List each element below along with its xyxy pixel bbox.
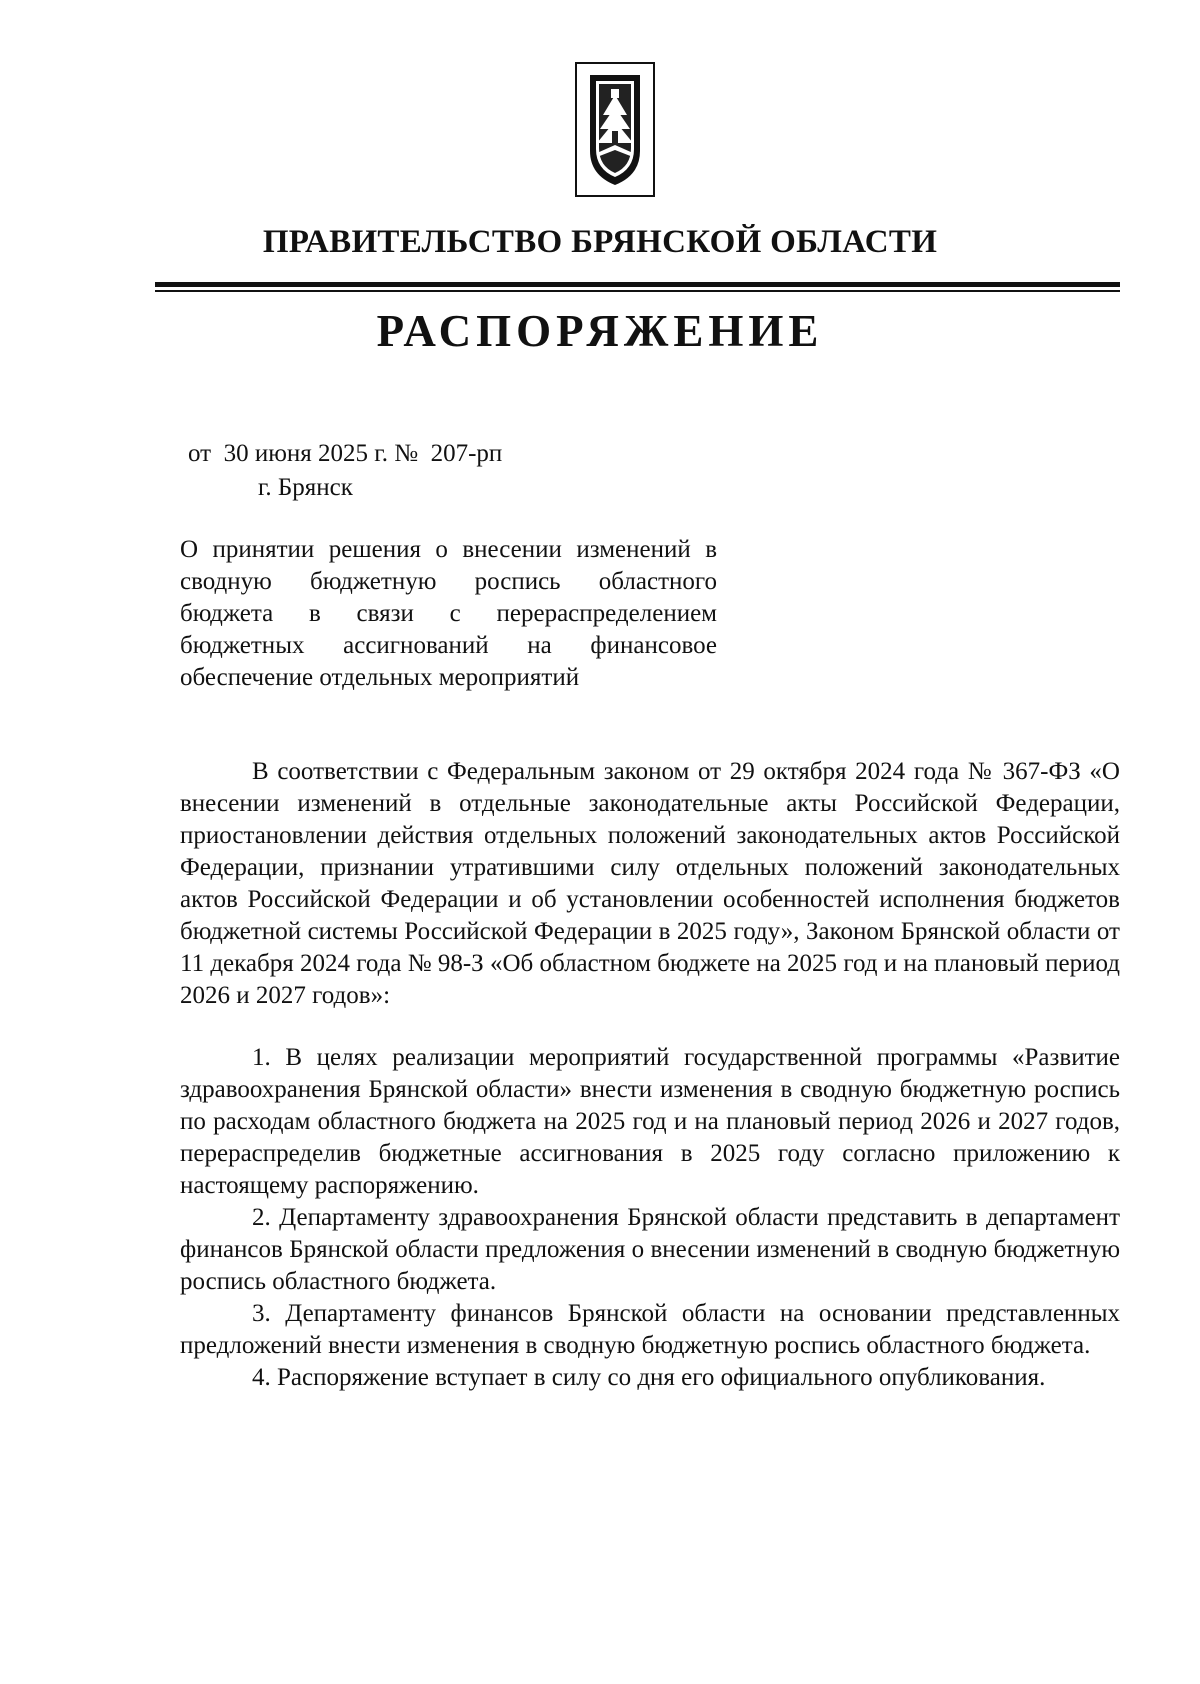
document-date-number: от 30 июня 2025 г. № 207-рп: [188, 440, 503, 467]
list-item: 4. Распоряжение вступает в силу со дня его официального опубликования.: [252, 1364, 1046, 1391]
list-item: 3. Департаменту финансов Брянской области на основании представленных предложений внести изменения в сводную бюджетную роспись областного бюджета.: [180, 1300, 1120, 1359]
document-city: г. Брянск: [258, 474, 353, 501]
preamble-paragraph: В соответствии с Федеральным законом от 29 октября 2024 года № 367-ФЗ «О внесении изменений в отдельные законодательные акты Российской Федерации, приостановлении действия отдельных положений законодательных актов Российской Федерации, признании утратившими силу отдельных положений законодательных актов Российской Федерации и об установлении особенностей исполнения бюджетов бюджетной системы Российской Федерации в 2025 году», Законом Брянской области от 11 декабря 2024 года № 98-З «Об областном бюджете на 2025 год и на плановый период 2026 и 2027 годов»:: [180, 758, 1120, 1009]
list-item: 1. В целях реализации мероприятий государственной программы «Развитие здравоохранения Брянской области» внести изменения в сводную бюджетную роспись по расходам областного бюджета на 2025 год и на плановый период 2026 и 2027 годов, перераспределив бюджетные ассигнования в 2025 году согласно приложению к настоящему распоряжению.: [180, 1044, 1120, 1199]
document-body: [180, 756, 1120, 1394]
header-rule-thin: [155, 290, 1120, 292]
coat-of-arms-icon: [575, 62, 655, 197]
header-rule-thick: [155, 282, 1120, 287]
government-title: ПРАВИТЕЛЬСТВО БРЯНСКОЙ ОБЛАСТИ: [262, 224, 938, 260]
document-type-title: РАСПОРЯЖЕНИЕ: [376, 306, 824, 356]
document-subject: О принятии решения о внесении изменений в сводную бюджетную роспись областного бюджета в связи с перераспределением бюджетных ассигнований на финансовое обеспечение отдельных мероприятий: [180, 536, 717, 691]
list-item: 2. Департаменту здравоохранения Брянской области представить в департамент финансов Брянской области предложения о внесении изменений в сводную бюджетную роспись областного бюджета.: [180, 1204, 1120, 1295]
